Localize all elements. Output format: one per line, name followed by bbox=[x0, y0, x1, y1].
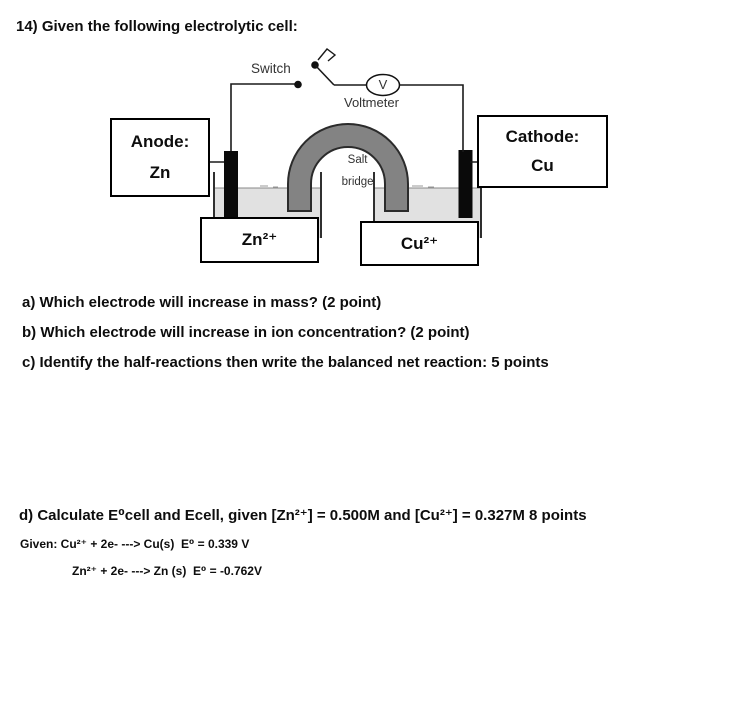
electrolytic-cell-diagram bbox=[0, 0, 729, 285]
given-reaction-cu: Given: Cu²⁺ + 2e- ---> Cu(s) E⁰ = 0.339 V bbox=[20, 537, 250, 551]
anode-title: Anode: bbox=[130, 132, 190, 151]
left-solution-label-box bbox=[200, 217, 319, 263]
switch-motion-arrow-icon bbox=[318, 49, 335, 61]
left-solution-ion: Zn²⁺ bbox=[241, 230, 278, 249]
copper-cathode-electrode bbox=[459, 150, 473, 218]
cathode-label-box bbox=[477, 115, 608, 188]
right-solution-label-box bbox=[360, 221, 479, 266]
zinc-anode-electrode bbox=[224, 151, 238, 218]
question-d: d) Calculate E⁰cell and Ecell, given [Zn²⁺] = 0.500M and [Cu²⁺] = 0.327M 8 points bbox=[19, 507, 587, 524]
voltmeter-symbol: V bbox=[378, 77, 388, 92]
cathode-metal: Cu bbox=[531, 156, 554, 175]
switch-label: Switch bbox=[251, 61, 291, 76]
question-14-title: 14) Given the following electrolytic cell: bbox=[16, 18, 298, 35]
switch-contact-dot bbox=[294, 81, 302, 89]
anode-metal: Zn bbox=[149, 163, 171, 182]
salt-bridge-label-line2: bridge bbox=[341, 176, 374, 188]
right-circuit-wire bbox=[399, 85, 463, 152]
given-reaction-zn: Zn²⁺ + 2e- ---> Zn (s) E⁰ = -0.762V bbox=[72, 564, 262, 578]
cathode-title: Cathode: bbox=[505, 127, 580, 146]
voltmeter-label: Voltmeter bbox=[344, 95, 399, 110]
question-c: c) Identify the half-reactions then write the balanced net reaction: 5 points bbox=[22, 354, 549, 371]
salt-bridge-label-line1: Salt bbox=[347, 154, 368, 166]
right-solution-ion: Cu²⁺ bbox=[400, 233, 439, 253]
anode-label-box bbox=[110, 118, 210, 197]
switch-lever-arm bbox=[315, 65, 334, 85]
salt-bridge-label bbox=[316, 144, 380, 199]
left-circuit-wire bbox=[231, 84, 295, 151]
question-b: b) Which electrode will increase in ion concentration? (2 point) bbox=[22, 324, 470, 341]
question-a: a) Which electrode will increase in mass? (2 point) bbox=[22, 294, 382, 311]
